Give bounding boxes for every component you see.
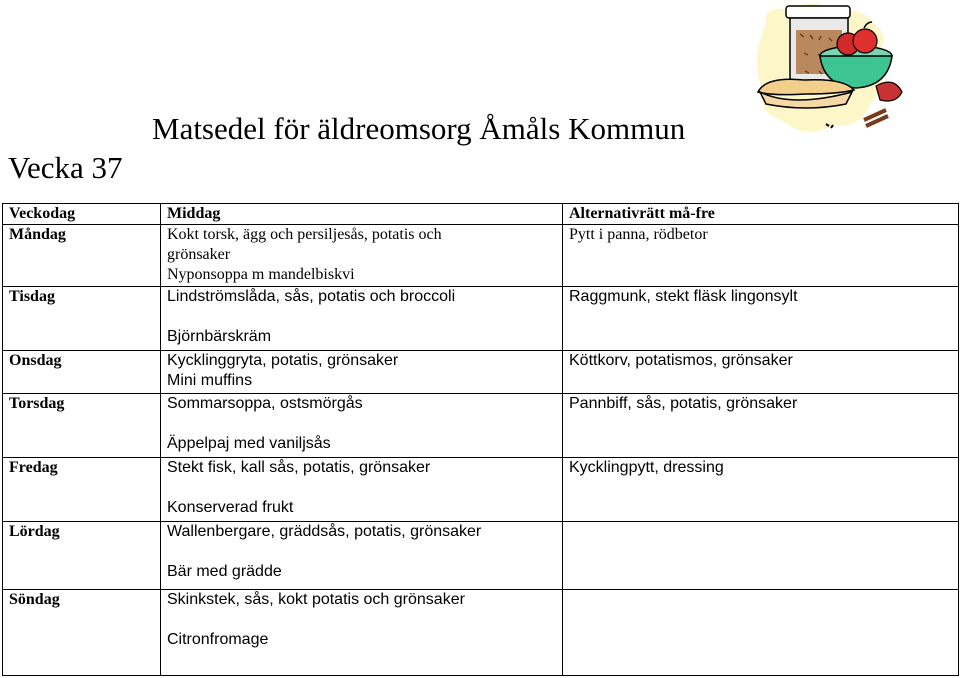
- dessert-line: Äppelpaj med vaniljsås: [167, 435, 331, 452]
- menu-row-saturday: [3, 522, 959, 590]
- day-cell: Onsdag: [3, 351, 161, 394]
- main-dish-cell: [161, 522, 563, 590]
- dessert-line: Nyponsoppa m mandelbiskvi: [167, 266, 355, 283]
- header-weekday: Veckodag: [3, 204, 161, 225]
- main-dish-cell: [161, 590, 563, 676]
- day-cell: Söndag: [3, 590, 161, 676]
- main-dish-line: [167, 307, 562, 327]
- header-alternative: Alternativrätt må-fre: [563, 204, 959, 225]
- main-dish-line: [167, 478, 562, 498]
- page-title: Matsedel för äldreomsorg Åmåls Kommun: [152, 111, 686, 146]
- main-dish-cell: [161, 225, 563, 287]
- main-dish-line: [167, 610, 562, 630]
- menu-row-thursday: [3, 394, 959, 458]
- main-dish-line: Stekt fisk, kall sås, potatis, grönsaker: [167, 459, 431, 476]
- alternative-dish-cell: Pannbiff, sås, potatis, grönsaker: [563, 394, 959, 458]
- dessert-line: Mini muffins: [167, 372, 253, 389]
- alternative-dish-cell: Kycklingpytt, dressing: [563, 458, 959, 522]
- menu-row-friday: [3, 458, 959, 522]
- day-cell: Måndag: [3, 225, 161, 287]
- day-cell: Fredag: [3, 458, 161, 522]
- food-clipart-icon: [752, 0, 924, 142]
- menu-row-tuesday: [3, 287, 959, 351]
- dessert-line: Citronfromage: [167, 631, 269, 648]
- alternative-dish-cell: Pytt i panna, rödbetor: [563, 225, 959, 287]
- week-label: Vecka 37: [8, 150, 123, 185]
- day-cell: Torsdag: [3, 394, 161, 458]
- main-dish-line: [167, 542, 562, 562]
- header-dinner: Middag: [161, 204, 563, 225]
- dessert-line: Bär med grädde: [167, 563, 282, 580]
- main-dish-line: Sommarsoppa, ostsmörgås: [167, 395, 363, 412]
- alternative-dish-cell: Raggmunk, stekt fläsk lingonsylt: [563, 287, 959, 351]
- main-dish-line: Kycklinggryta, potatis, grönsaker: [167, 352, 399, 369]
- alternative-dish-cell: [563, 522, 959, 590]
- dessert-line: Konserverad frukt: [167, 499, 294, 516]
- menu-row-wednesday: [3, 351, 959, 394]
- main-dish-line: Skinkstek, sås, kokt potatis och grönsaker: [167, 591, 465, 608]
- menu-row-sunday: [3, 590, 959, 676]
- main-dish-cell: [161, 394, 563, 458]
- day-cell: Lördag: [3, 522, 161, 590]
- alternative-dish-cell: Köttkorv, potatismos, grönsaker: [563, 351, 959, 394]
- main-dish-line: grönsaker: [167, 246, 231, 263]
- main-dish-line: Lindströmslåda, sås, potatis och broccoli: [167, 288, 456, 305]
- menu-header-row: [3, 204, 959, 225]
- main-dish-line: Kokt torsk, ägg och persiljesås, potatis och: [167, 226, 442, 243]
- main-dish-cell: [161, 287, 563, 351]
- main-dish-cell: [161, 458, 563, 522]
- main-dish-line: Wallenbergare, gräddsås, potatis, grönsaker: [167, 523, 482, 540]
- alternative-dish-cell: [563, 590, 959, 676]
- main-dish-cell: [161, 351, 563, 394]
- day-cell: Tisdag: [3, 287, 161, 351]
- dessert-line: Björnbärskräm: [167, 328, 272, 345]
- menu-row-monday: [3, 225, 959, 287]
- menu-table: [2, 203, 959, 676]
- main-dish-line: [167, 414, 562, 434]
